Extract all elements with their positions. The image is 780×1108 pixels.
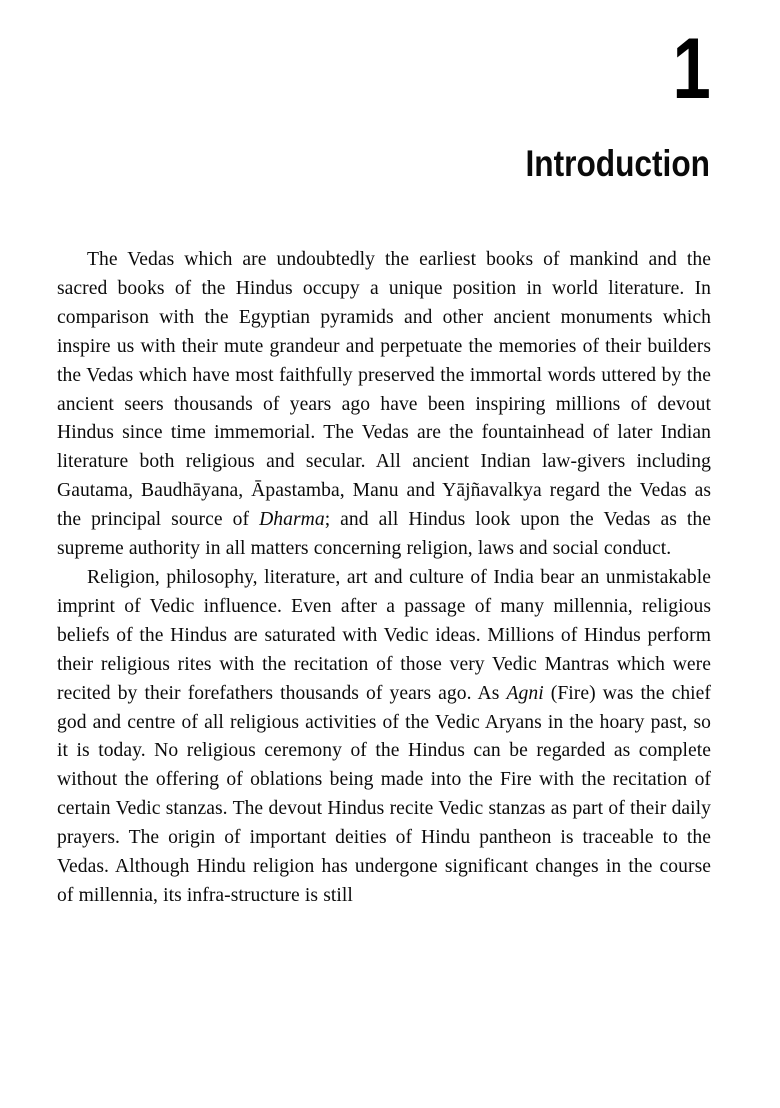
paragraph: The Vedas which are undoubtedly the earliest books of mankind and the sacred books of the Hindus occupy a unique position in world literature. In comparison with the Egyptian pyramids and other ancient monuments which inspire us with their mute grandeur and perpetuate the memories of their builders the Vedas which have most faithfully preserved the immortal words uttered by the ancient seers thousands of years ago have been inspiring millions of devout Hindus since time immemorial. The Vedas are the fountainhead of later Indian literature both religious and secular. All ancient Indian law-givers including Gautama, Baudhāyana, Āpastamba, Manu and Yājñavalkya regard the Vedas as the principal source of Dharma; and all Hindus look upon the Vedas as the supreme authority in all matters concerning religion, laws and social conduct. bbox=[57, 249, 711, 560]
italic-term: Dharma bbox=[259, 509, 325, 531]
italic-term: Agni bbox=[506, 682, 544, 704]
chapter-heading-block bbox=[57, 21, 710, 184]
chapter-number: 1 bbox=[672, 21, 710, 117]
page-title: Introduction bbox=[525, 142, 710, 184]
paragraph: Religion, philosophy, literature, art and culture of India bear an unmistakable imprint of Vedic influence. Even after a passage of many millennia, religious beliefs of the Hindus are saturated with Vedic ideas. Millions of Hindus perform their religious rites with the recitation of those very Vedic Mantras which were recited by their forefathers thousands of years ago. As Agni (Fire) was the chief god and centre of all religious activities of the Vedic Aryans in the hoary past, so it is today. No religious ceremony of the Hindus can be regarded as complete without the offering of oblations being made into the Fire with the recitation of certain Vedic stanzas. The devout Hindus recite Vedic stanzas as part of their daily prayers. The origin of important deities of Hindu pantheon is traceable to the Vedas. Although Hindu religion has undergone significant changes in the course of millennia, its infra-structure is still bbox=[57, 566, 712, 906]
body-text-column bbox=[57, 246, 711, 911]
